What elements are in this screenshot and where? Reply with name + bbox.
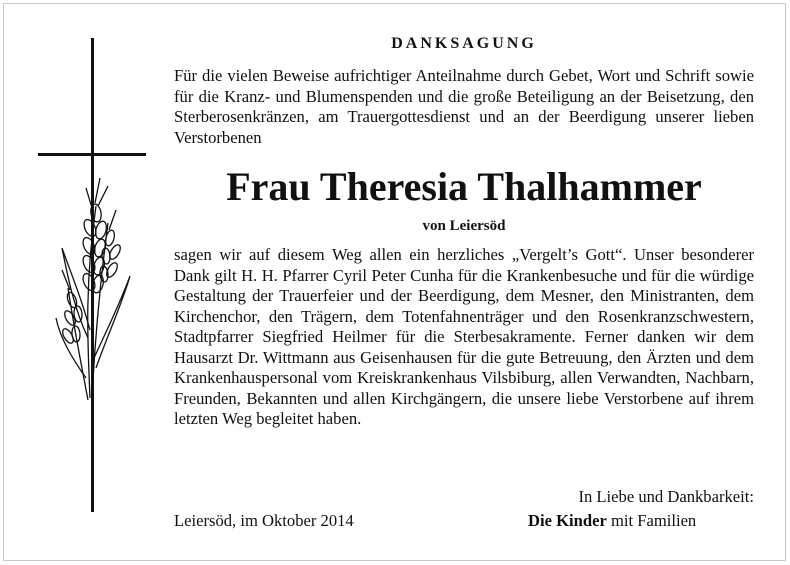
- cross-icon: [38, 38, 146, 512]
- thanks-paragraph: sagen wir auf diesem Weg allen ein herzliches „Vergelt’s Gott“. Unser besonderer Dank gilt H. H. Pfarrer Cyril Peter Cunha für die Krankenbesuche und für die würdige Gestaltung der Trauerfeier und der Beerdigung, dem Mesner, den Ministranten, dem Kirchenchor, den Trägern, dem Totenfahnenträger und den Rosenkranzschwestern, Stadtpfarrer Siegfried Heilmer für die Sterbesakramente. Ferner danken wir dem Hausarzt Dr. Wittmann aus Geisenhausen für die gute Betreuung, den Ärzten und dem Krankenhauspersonal vom Kreiskrankenhaus Vilsbiburg, allen Verwandten, Nachbarn, Freunden, Bekannten und allen Kirchgängern, die unsere liebe Verstorbene auf ihrem letzten Weg begleitet haben.: [174, 245, 754, 428]
- signature: [528, 511, 696, 531]
- signature-emphasis: Die Kinder: [528, 511, 607, 530]
- intro-paragraph: Für die vielen Beweise aufrichtiger Anteilnahme durch Gebet, Wort und Schrift sowie für die Kranz- und Blumenspenden und die große Beteiligung an der Beisetzung, den Sterberosenkränzen, am Trauergottesdienst und an der Beerdigung unserer lieben Verstorbenen: [174, 66, 754, 147]
- deceased-name: Frau Theresia Thalhammer: [226, 164, 702, 209]
- notice-heading: DANKSAGUNG: [391, 35, 537, 52]
- place-and-date: Leiersöd, im Oktober 2014: [174, 511, 354, 530]
- cross-with-wheat: [38, 38, 148, 513]
- signature-rest: mit Familien: [606, 511, 697, 530]
- deceased-origin: von Leiersöd: [422, 218, 506, 234]
- closing-line: In Liebe und Dankbarkeit:: [578, 487, 754, 506]
